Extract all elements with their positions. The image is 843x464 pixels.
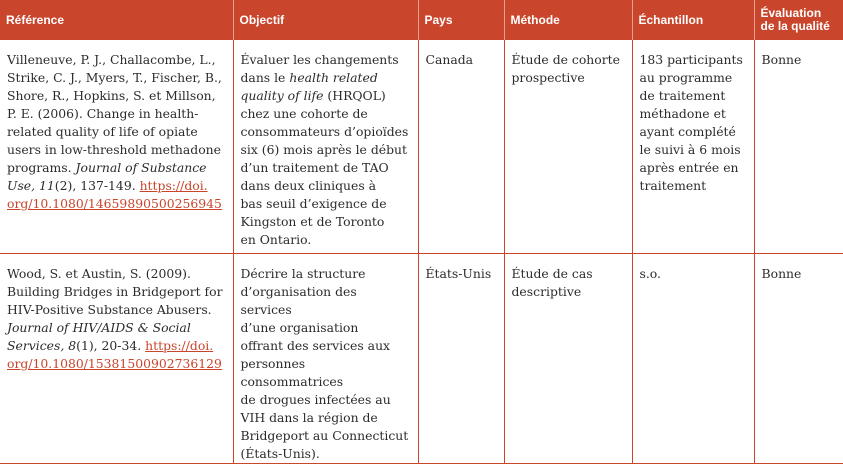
table-row xyxy=(0,254,843,464)
reference-issue: (1), 20-34. xyxy=(76,338,146,353)
header-objective: Objectif xyxy=(233,0,418,40)
header-sample: Échantillon xyxy=(632,0,754,40)
cell-reference xyxy=(0,40,233,254)
cell-sample: 183 participants au programme de traitement méthadone et ayant complété le suivi à 6 mois après entrée en traitement xyxy=(632,40,754,254)
table-row xyxy=(0,40,843,254)
header-method: Méthode xyxy=(504,0,632,40)
cell-sample: s.o. xyxy=(632,254,754,464)
reference-journal: Journal of HIV/AIDS & Social Services, 8 xyxy=(7,320,191,353)
doi-link[interactable]: https://doi. org/10.1080/14659890500256945 xyxy=(7,178,222,211)
cell-method: Étude de cohorte prospective xyxy=(504,40,632,254)
cell-country: Canada xyxy=(418,40,504,254)
header-quality-line1: Évaluation xyxy=(760,6,822,20)
cell-objective: Décrire la structure d’organisation des services d’une organisation offrant des services aux personnes consommatrices de drogues infectées au VIH dans la région de Bridgeport au Connecticut (États-Unis). xyxy=(233,254,418,464)
reference-text: Wood, S. et Austin, S. (2009). Building Bridges in Bridgeport for HIV-Positive Substance Abusers. xyxy=(7,266,223,317)
header-reference: Référence xyxy=(0,0,233,40)
reference-text: Villeneuve, P. J., Challacombe, L., Strike, C. J., Myers, T., Fischer, B., Shore, R., Hopkins, S. et Millson, P. E. (2006). Change in health- related quality of life of opiate users in low-threshold methadone programs. xyxy=(7,52,222,175)
reference-journal: Journal of Substance Use, 11 xyxy=(7,160,207,193)
cell-objective xyxy=(233,40,418,254)
cell-reference xyxy=(0,254,233,464)
header-quality-line2: de la qualité xyxy=(760,19,830,33)
cell-quality: Bonne xyxy=(754,254,843,464)
objective-text-rest: (HRQOL) chez une cohorte de consommateurs d’opioïdes six (6) mois après le début d’un traitement de TAO dans deux cliniques à bas seuil d’exigence de Kingston et de Toronto en Ontario. xyxy=(240,88,409,247)
cell-method: Étude de cas descriptive xyxy=(504,254,632,464)
header-row xyxy=(0,0,843,40)
reference-issue: (2), 137-149. xyxy=(54,178,140,193)
header-country: Pays xyxy=(418,0,504,40)
objective-text: Évaluer les changements dans le xyxy=(240,52,399,85)
objective-italic: health related quality of life xyxy=(240,70,378,103)
cell-quality: Bonne xyxy=(754,40,843,254)
cell-country: États-Unis xyxy=(418,254,504,464)
doi-link[interactable]: https://doi. org/10.1080/15381500902736129 xyxy=(7,338,222,371)
header-quality xyxy=(754,0,843,40)
